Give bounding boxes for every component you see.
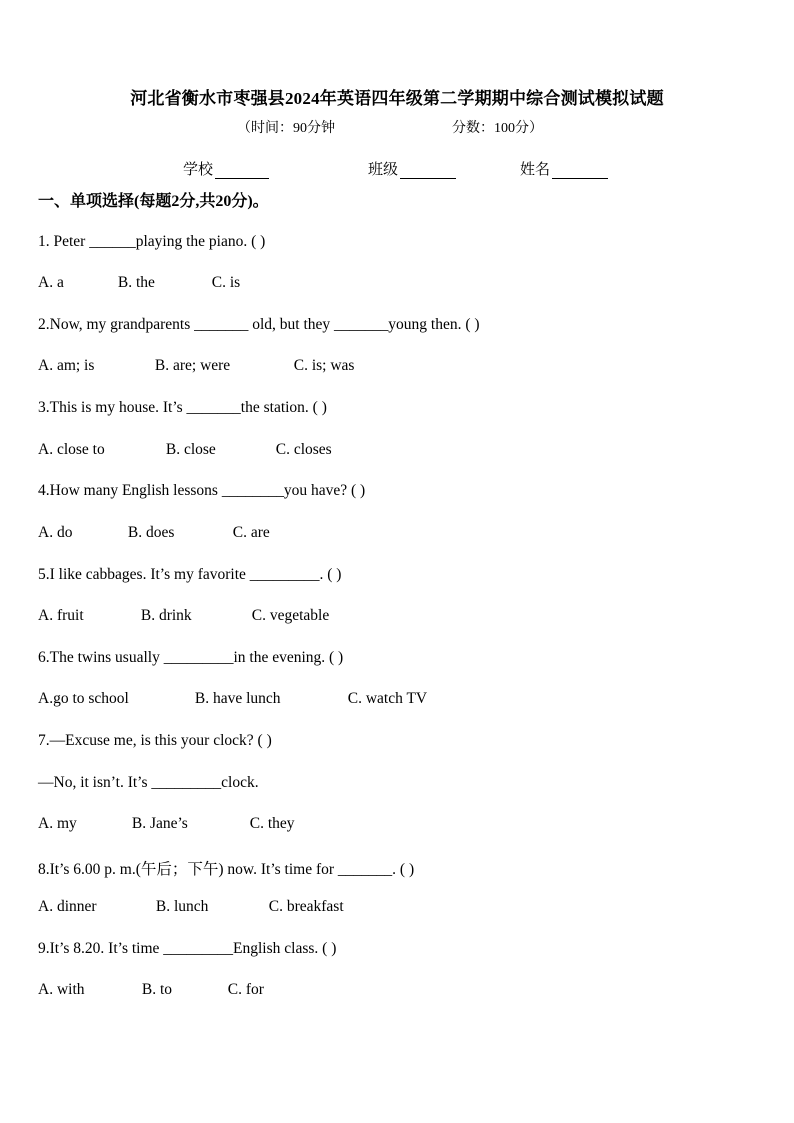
option-a: A. dinner bbox=[38, 898, 97, 915]
question-2-options bbox=[38, 357, 354, 375]
option-b: B. to bbox=[141, 981, 173, 998]
school-blank[interactable] bbox=[215, 164, 269, 179]
class-label: 班级 bbox=[368, 162, 399, 178]
option-a: A. do bbox=[38, 524, 73, 541]
school-field bbox=[183, 158, 269, 179]
option-b: B. the bbox=[117, 274, 155, 291]
option-b: B. Jane’s bbox=[131, 815, 188, 832]
question-5-options bbox=[38, 607, 329, 625]
option-c: C. closes bbox=[275, 441, 332, 458]
class-field bbox=[368, 158, 456, 179]
question-8: 8.It’s 6.00 p. m.(午后；下午) now. It’s time for _______. ( ) bbox=[38, 861, 415, 878]
question-6-options bbox=[38, 690, 427, 708]
option-a: A. with bbox=[38, 981, 85, 998]
option-b: B. drink bbox=[140, 607, 192, 624]
option-b: B. does bbox=[127, 524, 175, 541]
option-c: C. breakfast bbox=[268, 898, 344, 915]
name-blank[interactable] bbox=[552, 164, 608, 179]
question-7-options bbox=[38, 815, 295, 833]
question-5: 5.I like cabbages. It’s my favorite _________. ( ) bbox=[38, 566, 342, 583]
question-4: 4.How many English lessons ________you have? ( ) bbox=[38, 482, 366, 499]
option-a: A. a bbox=[38, 274, 64, 291]
option-c: C. vegetable bbox=[251, 607, 330, 624]
option-b: B. lunch bbox=[155, 898, 209, 915]
name-field bbox=[520, 158, 608, 179]
question-1-options bbox=[38, 274, 240, 292]
option-c: C. is; was bbox=[293, 357, 355, 374]
question-6: 6.The twins usually _________in the evening. ( ) bbox=[38, 649, 344, 666]
question-9: 9.It’s 8.20. It’s time _________English class. ( ) bbox=[38, 940, 337, 957]
question-2: 2.Now, my grandparents _______ old, but they _______young then. ( ) bbox=[38, 316, 480, 333]
option-a: A. my bbox=[38, 815, 77, 832]
class-blank[interactable] bbox=[400, 164, 456, 179]
question-1: 1. Peter ______playing the piano. ( ) bbox=[38, 233, 266, 250]
question-7-reply: —No, it isn’t. It’s _________clock. bbox=[38, 774, 259, 791]
question-3-options bbox=[38, 441, 332, 459]
option-c: C. is bbox=[211, 274, 241, 291]
option-a: A. fruit bbox=[38, 607, 84, 624]
option-c: C. watch TV bbox=[347, 690, 428, 707]
option-c: C. for bbox=[227, 981, 264, 998]
exam-title: 河北省衡水市枣强县2024年英语四年级第二学期期中综合测试模拟试题 bbox=[130, 89, 664, 108]
option-b: B. are; were bbox=[154, 357, 231, 374]
exam-time: （时间：90分钟 bbox=[237, 121, 335, 136]
question-7: 7.—Excuse me, is this your clock? ( ) bbox=[38, 732, 272, 749]
question-9-options bbox=[38, 981, 264, 999]
option-a: A. am; is bbox=[38, 357, 95, 374]
option-b: B. have lunch bbox=[194, 690, 281, 707]
question-8-options bbox=[38, 898, 344, 916]
option-b: B. close bbox=[165, 441, 216, 458]
option-a: A. close to bbox=[38, 441, 105, 458]
option-c: C. are bbox=[232, 524, 270, 541]
exam-score: 分数：100分） bbox=[452, 121, 543, 136]
question-4-options bbox=[38, 524, 270, 542]
school-label: 学校 bbox=[183, 162, 214, 178]
name-label: 姓名 bbox=[520, 162, 551, 178]
question-3: 3.This is my house. It’s _______the station. ( ) bbox=[38, 399, 327, 416]
option-c: C. they bbox=[249, 815, 295, 832]
option-a: A.go to school bbox=[38, 690, 129, 707]
section-heading: 一、单项选择(每题2分,共20分)。 bbox=[38, 193, 269, 210]
